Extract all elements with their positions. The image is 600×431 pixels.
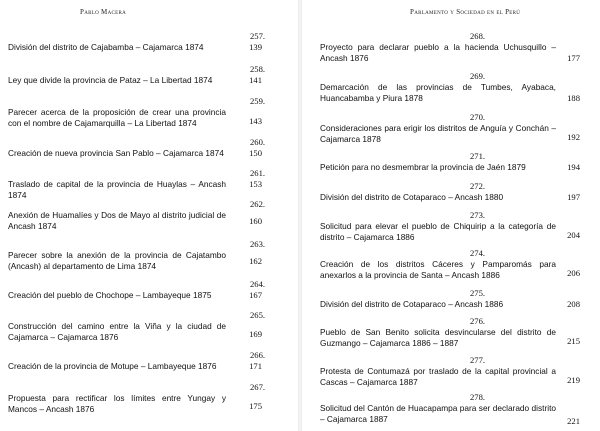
entry-page: 160 (249, 216, 262, 226)
entry-number: 276. (470, 316, 486, 326)
entry-number: 272. (470, 181, 486, 191)
entry-title: División del distrito de Cajabamba – Cajamarca 1874 (8, 42, 204, 52)
entry-title: Creación de nueva provincia San Pablo – Cajamarca 1874 (8, 148, 224, 158)
toc-entry (320, 210, 578, 242)
entry-title: Traslado de capital de la provincia de Huaylas – Ancash 1874 (8, 179, 226, 200)
entry-number: 269. (470, 71, 486, 81)
entry-page: 206 (567, 268, 580, 278)
toc-entry (320, 71, 578, 103)
toc-entry (8, 382, 264, 414)
toc-entry (8, 350, 264, 372)
toc-entry (8, 96, 264, 128)
toc-entry (8, 64, 264, 86)
entry-title: Proyecto para declarar pueblo a la hacienda Uchusquillo – Ancash 1876 (320, 42, 556, 63)
entry-title: Protesta de Contumazá por traslado de la capital provincial a Cascas – Cajamarca 1887 (320, 366, 556, 387)
entry-title: Parecer acerca de la proposición de crear una provincia con el nombre de Cajamarquilla – La Libertad 1874 (8, 107, 226, 128)
entry-page: 197 (567, 192, 580, 202)
entry-page: 150 (249, 148, 262, 158)
toc-entry (320, 151, 578, 173)
entry-number: 263. (250, 239, 266, 249)
entry-title: División del distrito de Cotaparaco – Ancash 1880 (320, 192, 504, 202)
entry-page: 188 (567, 93, 580, 103)
entry-page: 192 (567, 132, 580, 142)
toc-entry (320, 248, 578, 280)
entry-page: 194 (567, 162, 580, 172)
toc-entry (320, 355, 578, 387)
entry-page: 204 (567, 230, 580, 240)
toc-entry (8, 168, 264, 200)
entry-page: 208 (567, 299, 580, 309)
entry-number: 271. (470, 151, 486, 161)
entry-number: 265. (250, 310, 266, 320)
right-page (300, 0, 600, 431)
entry-title: Solicitud para elevar el pueblo de Chiquirip a la categoría de distrito – Cajamarca 1886 (320, 221, 556, 242)
toc-entry (8, 310, 264, 342)
toc-entry (320, 181, 578, 203)
entry-page: 139 (249, 42, 262, 52)
entry-page: 221 (567, 416, 580, 426)
entry-page: 167 (249, 290, 262, 300)
entry-page: 219 (567, 375, 580, 385)
entry-number: 275. (470, 288, 486, 298)
entry-number: 266. (250, 350, 266, 360)
entry-number: 267. (250, 382, 266, 392)
toc-entry (320, 392, 578, 424)
entry-page: 171 (249, 361, 262, 371)
entry-number: 277. (470, 355, 486, 365)
entry-title: Ley que divide la provincia de Pataz – La Libertad 1874 (8, 75, 213, 85)
entry-title: Pueblo de San Benito solicita desvincularse del distrito de Guzmango – Cajamarca 1886 – 1887 (320, 327, 556, 348)
running-head-right: Parlamento y Sociedad en el Perú (410, 8, 521, 16)
entry-title: Anexión de Huamalíes y Dos de Mayo al distrito judicial de Ancash 1874 (8, 210, 226, 231)
entry-title: Creación de la provincia de Motupe – Lambayeque 1876 (8, 361, 217, 371)
entry-page: 175 (249, 401, 262, 411)
toc-entry (8, 199, 264, 231)
running-head-left: Pablo Macera (80, 8, 127, 16)
entry-number: 261. (250, 168, 266, 178)
toc-entry (320, 316, 578, 348)
entry-number: 264. (250, 279, 266, 289)
entry-title: Solicitud del Cantón de Huacapampa para ser declarado distrito – Cajamarca 1887 (320, 403, 556, 424)
entry-number: 273. (470, 210, 486, 220)
entry-number: 257. (250, 31, 266, 41)
toc-entry (8, 239, 264, 271)
entry-title: Demarcación de las provincias de Tumbes, Ayabaca, Huancabamba y Piura 1878 (320, 82, 556, 103)
entry-number: 278. (470, 392, 486, 402)
entry-page: 153 (249, 179, 262, 189)
entry-number: 260. (250, 137, 266, 147)
toc-entry (320, 112, 578, 144)
entry-number: 274. (470, 248, 486, 258)
entry-number: 259. (250, 96, 266, 106)
entry-page: 177 (567, 53, 580, 63)
toc-entry (8, 279, 264, 301)
entry-number: 262. (250, 199, 266, 209)
entry-page: 162 (249, 256, 262, 266)
entry-page: 215 (567, 336, 580, 346)
toc-entry (320, 288, 578, 310)
entry-title: Construcción del camino entre la Viña y la ciudad de Cajamarca – Cajamarca 1876 (8, 321, 226, 342)
entry-page: 141 (249, 75, 262, 85)
entry-number: 258. (250, 64, 266, 74)
toc-entry (8, 31, 264, 53)
entry-title: Creación de los distritos Cáceres y Pamparomás para anexarlos a la provincia de Santa – Ancash 1886 (320, 259, 556, 280)
entry-number: 268. (470, 31, 486, 41)
toc-entry (8, 137, 264, 159)
entry-title: División del distrito de Cotaparaco – Ancash 1886 (320, 299, 504, 309)
entry-title: Creación del pueblo de Chochope – Lambayeque 1875 (8, 290, 212, 300)
toc-entry (320, 31, 578, 63)
entry-page: 169 (249, 329, 262, 339)
entry-title: Parecer sobre la anexión de la provincia de Cajatambo (Ancash) al departamento de Lima 1874 (8, 250, 226, 271)
entry-page: 143 (249, 116, 262, 126)
entry-title: Consideraciones para erigir los distritos de Anguía y Conchán – Cajamarca 1878 (320, 123, 556, 144)
entry-number: 270. (470, 112, 486, 122)
entry-title: Petición para no desmembrar la provincia de Jaén 1879 (320, 162, 526, 172)
entry-title: Propuesta para rectificar los límites entre Yungay y Mancos – Ancash 1876 (8, 393, 226, 414)
